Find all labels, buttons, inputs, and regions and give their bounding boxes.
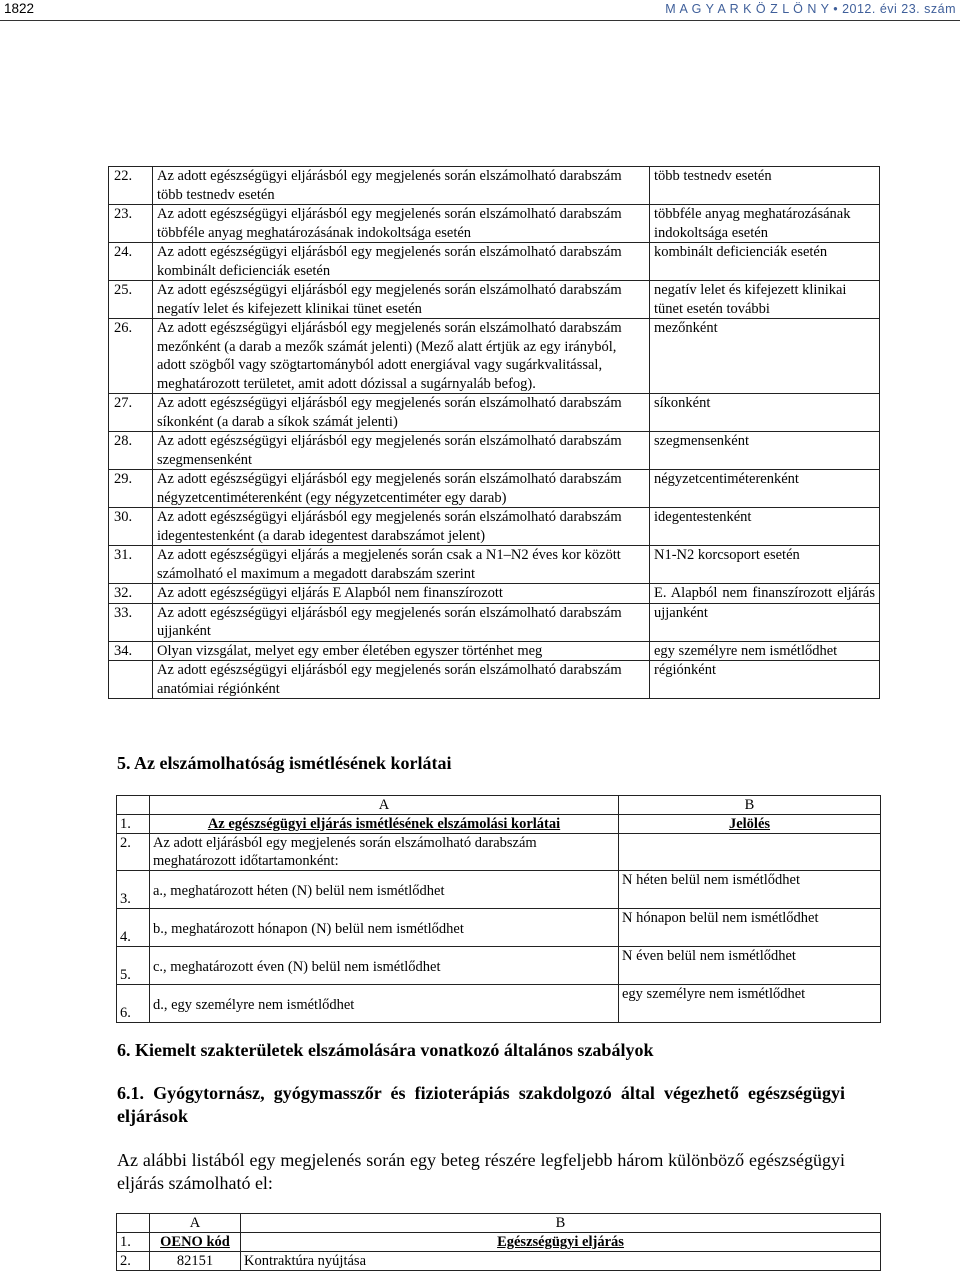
table-row [109, 470, 880, 508]
table-row [109, 432, 880, 470]
table-row [109, 508, 880, 546]
row-marking: kombinált deficienciák esetén [650, 243, 880, 281]
table-row [109, 584, 880, 604]
marking-codes-table [108, 166, 880, 699]
table-row [117, 815, 881, 834]
table-row [117, 871, 881, 909]
table-row [109, 661, 880, 699]
row-number: 30. [109, 508, 153, 546]
row-description: Az adott egészségügyi eljárásból egy megjelenés során elszámolható darabszám ujjanként [153, 603, 650, 641]
row-marking: síkonként [650, 394, 880, 432]
publication-title: M A G Y A R K Ö Z L Ö N Y • 2012. évi 23. szám [665, 2, 956, 16]
row-number: 34. [109, 641, 153, 661]
row-marking: E. Alapból nem finanszírozott eljárás [650, 584, 880, 604]
row-number: 23. [109, 205, 153, 243]
table-row [117, 1233, 881, 1252]
column-b-header: B [619, 796, 881, 815]
page-number: 1822 [4, 1, 35, 16]
row-value: Jelölés [619, 815, 881, 834]
column-a-header: A [150, 1214, 241, 1233]
table-row [109, 603, 880, 641]
row-marking: idegentestenként [650, 508, 880, 546]
row-label-text: a., meghatározott héten (N) belül nem ismétlődhet [153, 883, 445, 899]
table-row [109, 394, 880, 432]
row-value: N hónapon belül nem ismétlődhet [619, 909, 881, 947]
row-marking: ujjanként [650, 603, 880, 641]
table-row [117, 985, 881, 1023]
row-marking: N1-N2 korcsoport esetén [650, 546, 880, 584]
row-number: 5. [117, 947, 150, 985]
row-number: 22. [109, 167, 153, 205]
table-row [109, 319, 880, 394]
row-marking: mezőnként [650, 319, 880, 394]
row-code: OENO kód [150, 1233, 241, 1252]
row-description: Olyan vizsgálat, melyet egy ember életében egyszer történhet meg [153, 641, 650, 661]
row-number: 1. [117, 1233, 150, 1252]
row-description: Az adott egészségügyi eljárásból egy megjelenés során elszámolható darabszám kombinált deficienciák esetén [153, 243, 650, 281]
table-row [117, 909, 881, 947]
row-value: N éven belül nem ismétlődhet [619, 947, 881, 985]
row-number: 6. [117, 985, 150, 1023]
row-marking: negatív lelet és kifejezett klinikai tünet esetén további [650, 281, 880, 319]
row-label-text: b., meghatározott hónapon (N) belül nem ismétlődhet [153, 921, 464, 937]
row-description: Az adott egészségügyi eljárás E Alapból nem finanszírozott [153, 584, 650, 604]
row-marking: egy személyre nem ismétlődhet [650, 641, 880, 661]
table-row [117, 1252, 881, 1271]
row-value: N héten belül nem ismétlődhet [619, 871, 881, 909]
row-label [150, 985, 619, 1023]
row-label [150, 871, 619, 909]
row-procedure: Kontraktúra nyújtása [241, 1252, 881, 1271]
column-b-header: B [241, 1214, 881, 1233]
table-row [109, 243, 880, 281]
row-marking: négyzetcentiméterenként [650, 470, 880, 508]
row-description: Az adott egészségügyi eljárásból egy megjelenés során elszámolható darabszám szegmensenként [153, 432, 650, 470]
repetition-limits-table [116, 795, 881, 1023]
row-number: 31. [109, 546, 153, 584]
row-description: Az adott egészségügyi eljárásból egy megjelenés során elszámolható darabszám többféle anyag meghatározásának indokoltsága esetén [153, 205, 650, 243]
row-number: 28. [109, 432, 153, 470]
row-number: 32. [109, 584, 153, 604]
row-description: Az adott egészségügyi eljárásból egy megjelenés során elszámolható darabszám idegentestenként (a darab idegentest darabszámot jelent) [153, 508, 650, 546]
row-description: Az adott egészségügyi eljárásból egy megjelenés során elszámolható darabszám négyzetcentiméterenként (egy négyzetcentiméter egy darab) [153, 470, 650, 508]
row-label-text: c., meghatározott éven (N) belül nem ismétlődhet [153, 959, 441, 975]
row-number: 24. [109, 243, 153, 281]
row-marking: több testnedv esetén [650, 167, 880, 205]
row-description: Az adott egészségügyi eljárásból egy megjelenés során elszámolható darabszám anatómiai régiónként [153, 661, 650, 699]
row-label: Az adott eljárásból egy megjelenés során elszámolható darabszám meghatározott időtartamonként: [150, 834, 619, 871]
row-code: 82151 [150, 1252, 241, 1271]
table-row [109, 281, 880, 319]
row-number: 26. [109, 319, 153, 394]
row-description: Az adott egészségügyi eljárás a megjelenés során csak a N1–N2 éves kor között számolható el maximum a megadott darabszám szerint [153, 546, 650, 584]
row-marking: régiónként [650, 661, 880, 699]
table-row [109, 546, 880, 584]
row-label [150, 909, 619, 947]
row-value: egy személyre nem ismétlődhet [619, 985, 881, 1023]
table-column-header-row [117, 1214, 881, 1233]
page-header [0, 0, 960, 22]
row-number [109, 661, 153, 699]
row-number: 4. [117, 909, 150, 947]
table-row [109, 641, 880, 661]
section-6-heading: 6. Kiemelt szakterületek elszámolására vonatkozó általános szabályok [117, 1040, 654, 1060]
row-number: 25. [109, 281, 153, 319]
row-number: 1. [117, 815, 150, 834]
table-corner-cell [117, 1214, 150, 1233]
column-a-header: A [150, 796, 619, 815]
row-description: Az adott egészségügyi eljárásból egy megjelenés során elszámolható darabszám mezőnként (a darab a mezők számát jelenti) (Mező alatt értjük az egy irányból, adott szögből vagy szögtartományból adott energiával vagy sugárkvalitással, meghatározott területet, amit adott dózissal a sugárnyaláb befog). [153, 319, 650, 394]
row-number: 27. [109, 394, 153, 432]
row-number: 2. [117, 834, 150, 871]
row-value [619, 834, 881, 871]
row-description: Az adott egészségügyi eljárásból egy megjelenés során elszámolható darabszám síkonként (a darab a síkok számát jelenti) [153, 394, 650, 432]
row-number: 33. [109, 603, 153, 641]
table-row [117, 834, 881, 871]
row-label-text: d., egy személyre nem ismétlődhet [153, 997, 355, 1013]
row-number: 2. [117, 1252, 150, 1271]
section-6-1-paragraph: Az alábbi listából egy megjelenés során egy beteg részére legfeljebb három különböző egészségügyi eljárás számolható el: [117, 1150, 845, 1193]
table-column-header-row [117, 796, 881, 815]
procedures-table [116, 1213, 881, 1271]
row-marking: szegmensenként [650, 432, 880, 470]
table-row [117, 947, 881, 985]
row-marking: többféle anyag meghatározásának indokoltsága esetén [650, 205, 880, 243]
header-rule [0, 20, 960, 21]
table-row [109, 167, 880, 205]
section-5-heading: 5. Az elszámolhatóság ismétlésének korlátai [117, 753, 452, 773]
row-description: Az adott egészségügyi eljárásból egy megjelenés során elszámolható darabszám negatív lelet és kifejezett klinikai tünet esetén [153, 281, 650, 319]
table-corner-cell [117, 796, 150, 815]
row-label: Az egészségügyi eljárás ismétlésének elszámolási korlátai [150, 815, 619, 834]
row-description: Az adott egészségügyi eljárásból egy megjelenés során elszámolható darabszám több testnedv esetén [153, 167, 650, 205]
row-procedure: Egészségügyi eljárás [241, 1233, 881, 1252]
row-number: 29. [109, 470, 153, 508]
row-label [150, 947, 619, 985]
section-6-1-heading: 6.1. Gyógytornász, gyógymasszőr és fizioterápiás szakdolgozó által végezhető egészségügyi eljárások [117, 1083, 845, 1126]
row-number: 3. [117, 871, 150, 909]
table-row [109, 205, 880, 243]
